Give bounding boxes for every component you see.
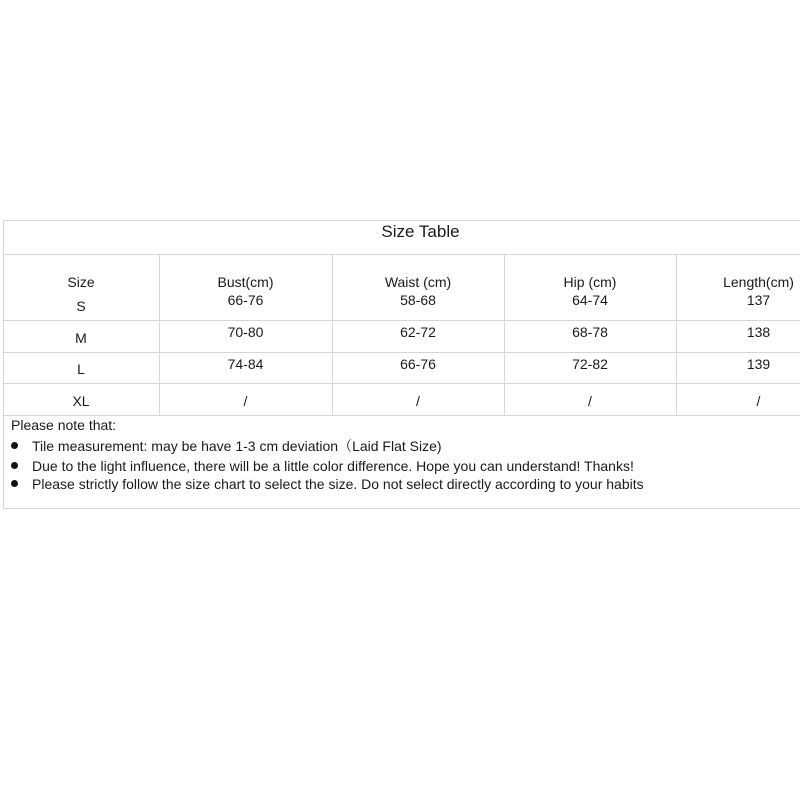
table-cell-size: S [76,298,86,314]
note-item [11,476,644,492]
row-divider [3,415,800,416]
table-cell-waist: 58-68 [400,292,436,308]
table-cell-length: 137 [746,292,771,308]
note-item [11,458,634,474]
table-cell-length: 139 [746,356,771,372]
table-border-bottom [3,508,800,509]
table-cell-bust: 66-76 [227,292,264,308]
note-text: Tile measurement: may be have 1-3 cm deviation（Laid Flat Size) [32,438,442,454]
row-divider [3,320,800,321]
note-text: Please strictly follow the size chart to select the size. Do not select directly according to your habits [32,476,644,492]
table-title: Size Table [381,222,460,241]
table-cell-waist: 62-72 [400,324,436,340]
table-cell-length: / [756,393,761,409]
notes-heading: Please note that: [11,417,117,433]
column-header-size: Size [67,274,95,290]
row-divider [3,383,800,384]
bullet-icon [11,462,18,469]
note-item [11,438,442,454]
table-cell-hip: 64-74 [572,292,608,308]
table-cell-hip: / [588,393,592,409]
table-cell-waist: 66-76 [400,356,436,372]
table-cell-waist: / [416,393,420,409]
table-cell-hip: 72-82 [572,356,608,372]
table-cell-bust: / [243,393,248,409]
row-divider [3,352,800,353]
table-cell-size: M [75,330,87,346]
table-cell-size: XL [72,393,90,409]
table-cell-bust: 70-80 [227,324,264,340]
bullet-icon [11,480,18,487]
column-header-waist: Waist (cm) [384,274,452,290]
bullet-icon [11,442,18,449]
note-text: Due to the light influence, there will be a little color difference. Hope you can understand! Thanks! [32,458,634,474]
title-divider [3,254,800,255]
table-cell-bust: 74-84 [227,356,264,372]
column-header-length: Length(cm) [723,274,794,290]
column-header-bust: Bust(cm) [217,274,274,290]
table-cell-size: L [77,361,85,377]
table-cell-hip: 68-78 [572,324,608,340]
table-cell-length: 138 [746,324,771,340]
size-table [3,220,800,509]
column-header-hip: Hip (cm) [563,274,617,290]
